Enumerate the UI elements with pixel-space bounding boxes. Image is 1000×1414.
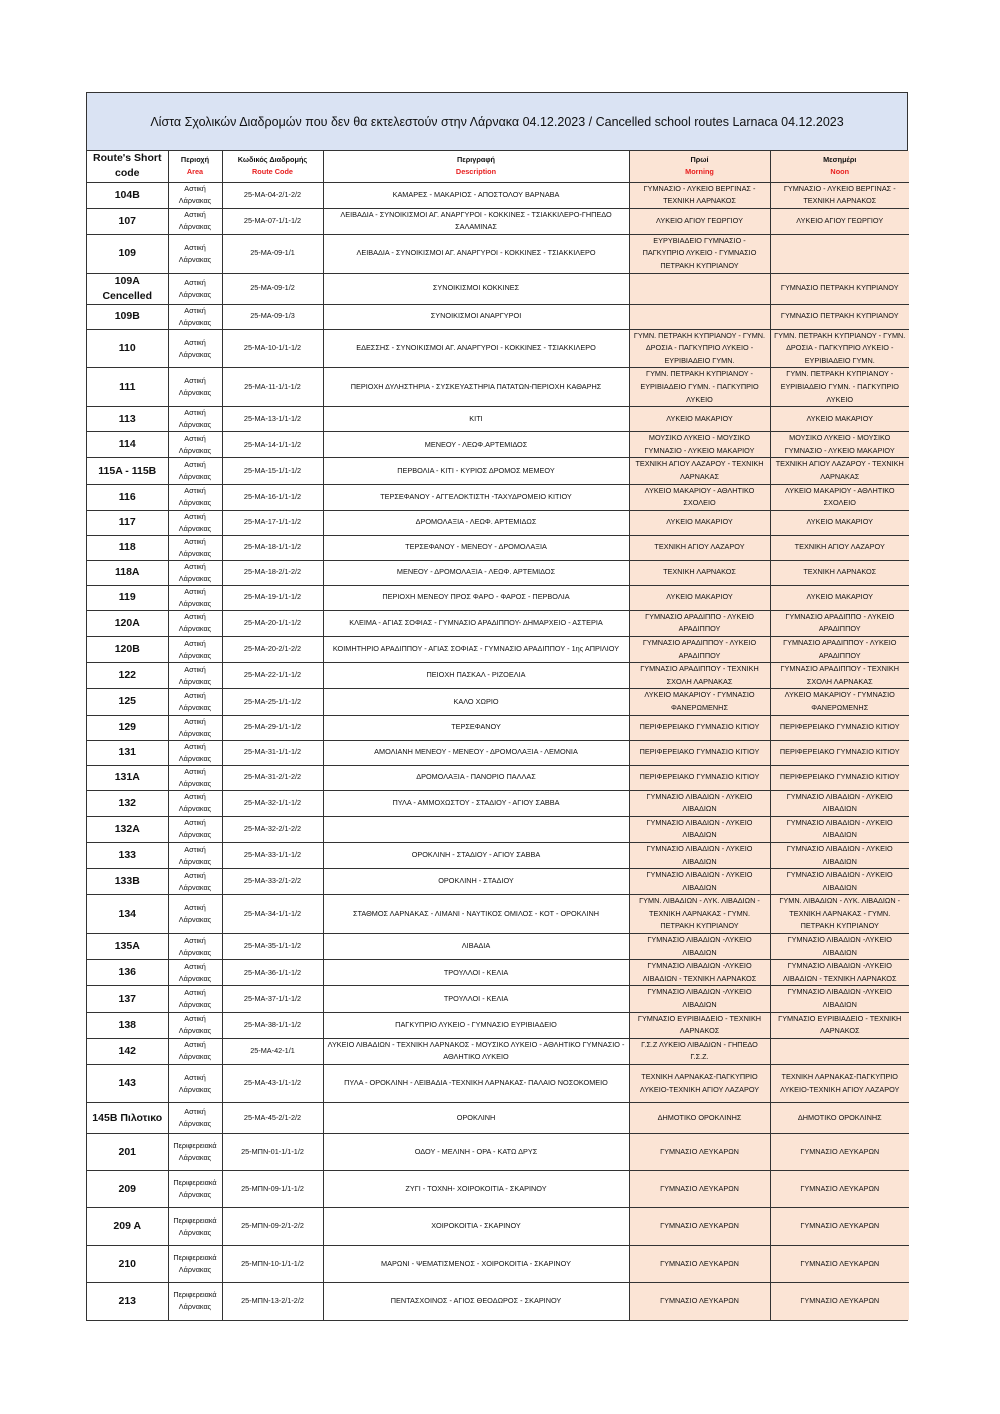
table-row (87, 636, 909, 662)
route-code: 25-MA-11-1/1-1/2 (222, 368, 323, 407)
route-code: 25-MA-32-1/1-1/2 (222, 790, 323, 816)
route-code: 25-ΜΠΝ-09-1/1-1/2 (222, 1171, 323, 1208)
route-short-code: 132 (87, 790, 168, 816)
route-code: 25-MA-09-1/2 (222, 273, 323, 304)
route-short-code: 134 (87, 895, 168, 934)
route-noon: ΓΥΜΝΑΣΙΟ ΑΡΑΔΙΠΠΟΥ - ΛΥΚΕΙΟ ΑΡΑΔΙΠΠΟΥ (770, 636, 909, 662)
table-row (87, 458, 909, 484)
route-description: ΤΕΡΣΕΦΑΝΟΥ - ΑΓΓΕΛΟΚΤΙΣΤΗ -ΤΑΧΥΔΡΟΜΕΙΟ ΚΙΤΙΟΥ (323, 484, 629, 510)
route-description: ΠΥΛΑ - ΟΡΟΚΛΙΝΗ - ΛΕΙΒΑΔΙΑ -ΤΕΧΝΙΚΗ ΛΑΡΝΑΚΑΣ- ΠΑΛΑΙΟ ΝΟΣΟΚΟΜΕΙΟ (323, 1065, 629, 1103)
route-morning: ΓΥΜΝΑΣΙΟ ΛΕΥΚΑΡΩΝ (629, 1134, 770, 1171)
table-row (87, 368, 909, 407)
table-row (87, 689, 909, 715)
route-noon: ΛΥΚΕΙΟ ΜΑΚΑΡΙΟΥ (770, 407, 909, 432)
route-code: 25-MA-10-1/1-1/2 (222, 329, 323, 368)
route-code: 25-MA-18-2/1-2/2 (222, 560, 323, 585)
route-code: 25-MA-31-1/1-1/2 (222, 740, 323, 765)
route-morning: ΓΥΜΝΑΣΙΟ ΛΕΥΚΑΡΩΝ (629, 1246, 770, 1283)
route-area: Περιφερειακά Λάρνακας (168, 1208, 222, 1246)
route-morning: ΛΥΚΕΙΟ ΜΑΚΑΡΙΟΥ (629, 585, 770, 610)
table-row (87, 1038, 909, 1064)
table-row (87, 407, 909, 432)
route-code: 25-MA-29-1/1-1/2 (222, 715, 323, 740)
route-area: Αστική Λάρνακας (168, 1038, 222, 1064)
route-morning: ΛΥΚΕΙΟ ΜΑΚΑΡΙΟΥ - ΑΘΛΗΤΙΚΟ ΣΧΟΛΕΙΟ (629, 484, 770, 510)
route-area: Αστική Λάρνακας (168, 740, 222, 765)
route-morning: ΓΥΜΝΑΣΙΟ ΛΙΒΑΔΙΩΝ -ΛΥΚΕΙΟ ΛΙΒΑΔΙΩΝ (629, 986, 770, 1012)
header-description-en: Description (455, 167, 497, 177)
route-description: ΑΜΟΛΙΑΝΗ ΜΕΝΕΟΥ - ΜΕΝΕΟΥ - ΔΡΟΜΟΛΑΞΙΑ - ΛΕΜΟΝΙΑ (323, 740, 629, 765)
route-morning: ΛΥΚΕΙΟ ΜΑΚΑΡΙΟΥ - ΓΥΜΝΑΣΙΟ ΦΑΝΕΡΩΜΕΝΗΣ (629, 689, 770, 715)
table-row (87, 234, 909, 273)
header-area (168, 151, 222, 182)
table-row (87, 208, 909, 234)
route-description: ΛΥΚΕΙΟ ΛΙΒΑΔΙΩΝ - ΤΕΧΝΙΚΗ ΛΑΡΝΑΚΟΣ - ΜΟΥΣΙΚΟ ΛΥΚΕΙΟ - ΑΘΛΗΤΙΚΟ ΓΥΜΝΑΣΙΟ - ΑΘΛΗΤΙΚΟ ΛΥΚΕΙΟ (323, 1038, 629, 1064)
route-morning: ΓΥΜΝΑΣΙΟ ΛΕΥΚΑΡΩΝ (629, 1208, 770, 1246)
route-area: Αστική Λάρνακας (168, 715, 222, 740)
table-row (87, 1134, 909, 1171)
route-description: ΠΕΙΟΧΗ ΠΑΣΚΑΛ - ΡΙΖΟΕΛΙΑ (323, 663, 629, 689)
route-description: ΔΡΟΜΟΛΑΞΙΑ - ΠΑΝΟΡΙΟ ΠΑΛΛΑΣ (323, 765, 629, 790)
route-code: 25-MA-43-1/1-1/2 (222, 1065, 323, 1103)
route-description: ΜΕΝΕΟΥ - ΔΡΟΜΟΛΑΞΙΑ - ΛΕΩΦ. ΑΡΤΕΜΙΔΟΣ (323, 560, 629, 585)
route-description: ΚΛΕΙΜΑ - ΑΓΙΑΣ ΣΟΦΙΑΣ - ΓΥΜΝΑΣΙΟ ΑΡΑΔΙΠΠΟΥ- ΔΗΜΑΡΧΕΙΟ - ΑΣΤΕΡΙΑ (323, 610, 629, 636)
route-code: 25-MA-33-1/1-1/2 (222, 842, 323, 868)
route-area: Αστική Λάρνακας (168, 1103, 222, 1134)
header-area-gr: Περιοχή (180, 154, 210, 164)
table-row (87, 1103, 909, 1134)
route-code: 25-MA-22-1/1-1/2 (222, 663, 323, 689)
route-noon: ΓΥΜΝ. ΠΕΤΡΑΚΗ ΚΥΠΡΙΑΝΟΥ - ΕΥΡΙΒΙΑΔΕΙΟ ΓΥΜΝ. - ΠΑΓΚΥΠΡΙΟ ΛΥΚΕΙΟ (770, 368, 909, 407)
header-noon-en: Noon (830, 167, 850, 177)
table-row (87, 895, 909, 934)
route-description: ΤΡΟΥΛΛΟΙ - ΚΕΛΙΑ (323, 960, 629, 986)
route-short-code: 143 (87, 1065, 168, 1103)
route-description: ΛΕΙΒΑΔΙΑ - ΣΥΝΟΙΚΙΣΜΟΙ ΑΓ. ΑΝΑΡΓΥΡΟΙ - ΚΟΚΚΙΝΕΣ - ΤΣΙΑΚΚΙΛΕΡΟ-ΓΗΠΕΔΟ ΣΑΛΑΜΙΝΑΣ (323, 208, 629, 234)
route-code: 25-MA-20-1/1-1/2 (222, 610, 323, 636)
route-short-code: 129 (87, 715, 168, 740)
route-area: Αστική Λάρνακας (168, 329, 222, 368)
route-short-code: 114 (87, 432, 168, 458)
route-noon: ΓΥΜΝΑΣΙΟ ΛΕΥΚΑΡΩΝ (770, 1171, 909, 1208)
route-noon: ΓΥΜΝΑΣΙΟ ΛΙΒΑΔΙΩΝ -ΛΥΚΕΙΟ ΛΙΒΑΔΙΩΝ - ΤΕΧΝΙΚΗ ΛΑΡΝΑΚΟΣ (770, 960, 909, 986)
route-morning: ΛΥΚΕΙΟ ΜΑΚΑΡΙΟΥ (629, 407, 770, 432)
route-area: Αστική Λάρνακας (168, 1012, 222, 1038)
route-noon: ΓΥΜΝΑΣΙΟ ΛΙΒΑΔΙΩΝ - ΛΥΚΕΙΟ ΛΙΒΑΔΙΩΝ (770, 790, 909, 816)
route-description: ΚΙΤΙ (323, 407, 629, 432)
route-area: Περιφερειακά Λάρνακας (168, 1134, 222, 1171)
route-noon: ΓΥΜΝΑΣΙΟ ΛΙΒΑΔΙΩΝ -ΛΥΚΕΙΟ ΛΙΒΑΔΙΩΝ (770, 934, 909, 960)
route-code: 25-MA-38-1/1-1/2 (222, 1012, 323, 1038)
route-code: 25-MA-16-1/1-1/2 (222, 484, 323, 510)
route-morning: ΤΕΧΝΙΚΗ ΛΑΡΝΑΚΟΣ (629, 560, 770, 585)
table-row (87, 273, 909, 304)
route-description: ΟΡΟΚΛΙΝΗ - ΣΤΑΔΙΟΥ - ΑΓΙΟΥ ΣΑΒΒΑ (323, 842, 629, 868)
route-noon: ΓΥΜΝΑΣΙΟ ΛΙΒΑΔΙΩΝ - ΛΥΚΕΙΟ ΛΙΒΑΔΙΩΝ (770, 842, 909, 868)
route-short-code: 119 (87, 585, 168, 610)
header-morning (629, 151, 770, 182)
route-description: ΠΕΡΙΟΧΗ ΜΕΝΕΟΥ ΠΡΟΣ ΦΑΡΟ - ΦΑΡΟΣ - ΠΕΡΒΟΛΙΑ (323, 585, 629, 610)
route-short-code: 137 (87, 986, 168, 1012)
route-noon: ΓΥΜΝΑΣΙΟ ΛΕΥΚΑΡΩΝ (770, 1246, 909, 1283)
route-code: 25-MA-36-1/1-1/2 (222, 960, 323, 986)
table-row (87, 610, 909, 636)
route-area: Αστική Λάρνακας (168, 689, 222, 715)
header-noon-gr: Μεσημέρι (823, 154, 857, 164)
route-morning: Γ.Σ.Ζ ΛΥΚΕΙΟ ΛΙΒΑΔΙΩΝ - ΓΗΠΕΔΟ Γ.Σ.Ζ. (629, 1038, 770, 1064)
route-area: Περιφερειακά Λάρνακας (168, 1171, 222, 1208)
route-short-code: 118A (87, 560, 168, 585)
route-morning: ΠΕΡΙΦΕΡΕΙΑΚΟ ΓΥΜΝΑΣΙΟ ΚΙΤΙΟΥ (629, 740, 770, 765)
header-short-code: Route's Short code (87, 151, 168, 182)
route-short-code: 111 (87, 368, 168, 407)
table-row (87, 986, 909, 1012)
route-morning: ΠΕΡΙΦΕΡΕΙΑΚΟ ΓΥΜΝΑΣΙΟ ΚΙΤΙΟΥ (629, 765, 770, 790)
route-description: ΠΕΡΒΟΛΙΑ - ΚΙΤΙ - ΚΥΡΙΟΣ ΔΡΟΜΟΣ ΜΕΜΕΟΥ (323, 458, 629, 484)
route-noon: ΓΥΜΝΑΣΙΟ ΛΙΒΑΔΙΩΝ - ΛΥΚΕΙΟ ΛΙΒΑΔΙΩΝ (770, 869, 909, 895)
route-description: ΣΥΝΟΙΚΙΣΜΟΙ ΚΟΚΚΙΝΕΣ (323, 273, 629, 304)
route-short-code: 131 (87, 740, 168, 765)
route-area: Αστική Λάρνακας (168, 458, 222, 484)
route-description: ΣΤΑΘΜΟΣ ΛΑΡΝΑΚΑΣ - ΛΙΜΑΝΙ - ΝΑΥΤΙΚΟΣ ΟΜΙΛΟΣ - ΚΟΤ - ΟΡΟΚΛΙΝΗ (323, 895, 629, 934)
route-code: 25-ΜΠΝ-01-1/1-1/2 (222, 1134, 323, 1171)
route-noon (770, 234, 909, 273)
route-noon: ΛΥΚΕΙΟ ΜΑΚΑΡΙΟΥ - ΑΘΛΗΤΙΚΟ ΣΧΟΛΕΙΟ (770, 484, 909, 510)
route-noon: ΓΥΜΝΑΣΙΟ ΛΕΥΚΑΡΩΝ (770, 1283, 909, 1320)
header-description (323, 151, 629, 182)
header-morning-en: Morning (685, 167, 714, 177)
route-area: Αστική Λάρνακας (168, 1065, 222, 1103)
route-area: Αστική Λάρνακας (168, 535, 222, 560)
route-noon: ΛΥΚΕΙΟ ΜΑΚΑΡΙΟΥ (770, 585, 909, 610)
route-short-code: 109A Cencelled (87, 273, 168, 304)
route-area: Αστική Λάρνακας (168, 816, 222, 842)
route-description (323, 816, 629, 842)
route-morning: ΓΥΜΝΑΣΙΟ ΑΡΑΔΙΠΠΟΥ - ΤΕΧΝΙΚΗ ΣΧΟΛΗ ΛΑΡΝΑΚΑΣ (629, 663, 770, 689)
route-code: 25-MA-33-2/1-2/2 (222, 869, 323, 895)
table-row (87, 790, 909, 816)
table-row (87, 329, 909, 368)
route-morning (629, 273, 770, 304)
route-area: Αστική Λάρνακας (168, 842, 222, 868)
route-description: ΟΡΟΚΛΙΝΗ (323, 1103, 629, 1134)
route-noon: ΜΟΥΣΙΚΟ ΛΥΚΕΙΟ - ΜΟΥΣΙΚΟ ΓΥΜΝΑΣΙΟ - ΛΥΚΕΙΟ ΜΑΚΑΡΙΟΥ (770, 432, 909, 458)
route-morning: ΛΥΚΕΙΟ ΑΓΙΟΥ ΓΕΩΡΓΙΟΥ (629, 208, 770, 234)
table-row (87, 510, 909, 535)
table-row (87, 960, 909, 986)
route-description: ΤΕΡΣΕΦΑΝΟΥ - ΜΕΝΕΟΥ - ΔΡΟΜΟΛΑΞΙΑ (323, 535, 629, 560)
route-short-code: 133B (87, 869, 168, 895)
route-area: Αστική Λάρνακας (168, 610, 222, 636)
table-row (87, 585, 909, 610)
route-short-code: 120B (87, 636, 168, 662)
route-short-code: 209 A (87, 1208, 168, 1246)
route-noon: ΓΥΜΝΑΣΙΟ ΠΕΤΡΑΚΗ ΚΥΠΡΙΑΝΟΥ (770, 304, 909, 329)
route-short-code: 118 (87, 535, 168, 560)
route-noon: ΓΥΜΝΑΣΙΟ ΛΙΒΑΔΙΩΝ -ΛΥΚΕΙΟ ΛΙΒΑΔΙΩΝ (770, 986, 909, 1012)
route-code: 25-MA-32-2/1-2/2 (222, 816, 323, 842)
table-row (87, 934, 909, 960)
route-description: ΠΕΡΙΟΧΗ ΔΥΛΗΣΤΗΡΙΑ - ΣΥΣΚΕΥΑΣΤΗΡΙΑ ΠΑΤΑΤΩΝ-ΠΕΡΙΟΧΗ ΚΑΘΑΡΗΣ (323, 368, 629, 407)
route-code: 25-MA-45-2/1-2/2 (222, 1103, 323, 1134)
route-morning: ΓΥΜΝΑΣΙΟ ΛΙΒΑΔΙΩΝ -ΛΥΚΕΙΟ ΛΙΒΑΔΙΩΝ - ΤΕΧΝΙΚΗ ΛΑΡΝΑΚΟΣ (629, 960, 770, 986)
route-description: ΚΑΜΑΡΕΣ - ΜΑΚΑΡΙΟΣ - ΑΠΟΣΤΟΛΟΥ ΒΑΡΝΑΒΑ (323, 182, 629, 208)
route-area: Αστική Λάρνακας (168, 182, 222, 208)
route-morning: ΓΥΜΝΑΣΙΟ ΛΕΥΚΑΡΩΝ (629, 1171, 770, 1208)
route-description: ΣΥΝΟΙΚΙΣΜΟΙ ΑΝΑΡΓΥΡΟΙ (323, 304, 629, 329)
route-area: Αστική Λάρνακας (168, 234, 222, 273)
route-code: 25-MA-19-1/1-1/2 (222, 585, 323, 610)
route-code: 25-MA-15-1/1-1/2 (222, 458, 323, 484)
route-morning: ΓΥΜΝΑΣΙΟ ΛΙΒΑΔΙΩΝ - ΛΥΚΕΙΟ ΛΙΒΑΔΙΩΝ (629, 842, 770, 868)
route-morning: ΔΗΜΟΤΙΚΟ ΟΡΟΚΛΙΝΗΣ (629, 1103, 770, 1134)
route-noon: ΠΕΡΙΦΕΡΕΙΑΚΟ ΓΥΜΝΑΣΙΟ ΚΙΤΙΟΥ (770, 715, 909, 740)
route-morning: ΓΥΜΝΑΣΙΟ ΛΕΥΚΑΡΩΝ (629, 1283, 770, 1320)
route-description: ΚΑΛΟ ΧΩΡΙΟ (323, 689, 629, 715)
header-route-code (222, 151, 323, 182)
route-short-code: 120A (87, 610, 168, 636)
route-code: 25-ΜΠΝ-09-2/1-2/2 (222, 1208, 323, 1246)
route-noon: ΤΕΧΝΙΚΗ ΛΑΡΝΑΚΑΣ-ΠΑΓΚΥΠΡΙΟ ΛΥΚΕΙΟ-ΤΕΧΝΙΚΗ ΑΓΙΟΥ ΛΑΖΑΡΟΥ (770, 1065, 909, 1103)
route-short-code: 213 (87, 1283, 168, 1320)
route-short-code: 109B (87, 304, 168, 329)
route-morning: ΠΕΡΙΦΕΡΕΙΑΚΟ ΓΥΜΝΑΣΙΟ ΚΙΤΙΟΥ (629, 715, 770, 740)
route-short-code: 136 (87, 960, 168, 986)
routes-table (87, 151, 909, 1320)
route-noon: ΓΥΜΝΑΣΙΟ ΑΡΑΔΙΠΠΟ - ΛΥΚΕΙΟ ΑΡΑΔΙΠΠΟΥ (770, 610, 909, 636)
route-description: ΕΔΕΣΣΗΣ - ΣΥΝΟΙΚΙΣΜΟΙ ΑΓ. ΑΝΑΡΓΥΡΟΙ - ΚΟΚΚΙΝΕΣ - ΤΣΙΑΚΚΙΛΕΡΟ (323, 329, 629, 368)
route-code: 25-MA-09-1/1 (222, 234, 323, 273)
route-noon: ΤΕΧΝΙΚΗ ΑΓΙΟΥ ΛΑΖΑΡΟΥ - ΤΕΧΝΙΚΗ ΛΑΡΝΑΚΑΣ (770, 458, 909, 484)
route-noon: ΤΕΧΝΙΚΗ ΑΓΙΟΥ ΛΑΖΑΡΟΥ (770, 535, 909, 560)
route-morning: ΓΥΜΝ. ΠΕΤΡΑΚΗ ΚΥΠΡΙΑΝΟΥ - ΕΥΡΙΒΙΑΔΕΙΟ ΓΥΜΝ. - ΠΑΓΚΥΠΡΙΟ ΛΥΚΕΙΟ (629, 368, 770, 407)
route-code: 25-MA-25-1/1-1/2 (222, 689, 323, 715)
route-morning: ΓΥΜΝ. ΠΕΤΡΑΚΗ ΚΥΠΡΙΑΝΟΥ - ΓΥΜΝ. ΔΡΟΣΙΑ - ΠΑΓΚΥΠΡΙΟ ΛΥΚΕΙΟ - ΕΥΡΙΒΙΑΔΕΙΟ ΓΥΜΝ. (629, 329, 770, 368)
route-short-code: 135A (87, 934, 168, 960)
route-code: 25-MA-07-1/1-1/2 (222, 208, 323, 234)
route-code: 25-MA-20-2/1-2/2 (222, 636, 323, 662)
route-short-code: 132A (87, 816, 168, 842)
route-code: 25-MA-42-1/1 (222, 1038, 323, 1064)
route-code: 25-ΜΠΝ-10-1/1-1/2 (222, 1246, 323, 1283)
header-row (87, 151, 909, 182)
route-area: Αστική Λάρνακας (168, 960, 222, 986)
route-area: Αστική Λάρνακας (168, 208, 222, 234)
route-code: 25-ΜΠΝ-13-2/1-2/2 (222, 1283, 323, 1320)
route-morning: ΤΕΧΝΙΚΗ ΑΓΙΟΥ ΛΑΖΑΡΟΥ (629, 535, 770, 560)
route-area: Αστική Λάρνακας (168, 636, 222, 662)
route-noon: ΓΥΜΝΑΣΙΟ ΕΥΡΙΒΙΑΔΕΙΟ - ΤΕΧΝΙΚΗ ΛΑΡΝΑΚΟΣ (770, 1012, 909, 1038)
route-code: 25-MA-04-2/1-2/2 (222, 182, 323, 208)
route-area: Αστική Λάρνακας (168, 368, 222, 407)
route-code: 25-MA-17-1/1-1/2 (222, 510, 323, 535)
route-description: ΧΟΙΡΟΚΟΙΤΙΑ - ΣΚΑΡΙΝΟΥ (323, 1208, 629, 1246)
route-noon: ΛΥΚΕΙΟ ΜΑΚΑΡΙΟΥ - ΓΥΜΝΑΣΙΟ ΦΑΝΕΡΩΜΕΝΗΣ (770, 689, 909, 715)
table-row (87, 1283, 909, 1320)
route-noon: ΓΥΜΝΑΣΙΟ ΛΕΥΚΑΡΩΝ (770, 1134, 909, 1171)
route-morning: ΤΕΧΝΙΚΗ ΑΓΙΟΥ ΛΑΖΑΡΟΥ - ΤΕΧΝΙΚΗ ΛΑΡΝΑΚΑΣ (629, 458, 770, 484)
route-morning: ΜΟΥΣΙΚΟ ΛΥΚΕΙΟ - ΜΟΥΣΙΚΟ ΓΥΜΝΑΣΙΟ - ΛΥΚΕΙΟ ΜΑΚΑΡΙΟΥ (629, 432, 770, 458)
route-area: Αστική Λάρνακας (168, 934, 222, 960)
route-code: 25-MA-09-1/3 (222, 304, 323, 329)
route-noon: ΓΥΜΝΑΣΙΟ ΛΕΥΚΑΡΩΝ (770, 1208, 909, 1246)
route-short-code: 133 (87, 842, 168, 868)
table-row (87, 535, 909, 560)
table-row (87, 765, 909, 790)
route-description: ΠΥΛΑ - ΑΜΜΟΧΩΣΤΟΥ - ΣΤΑΔΙΟΥ - ΑΓΙΟΥ ΣΑΒΒΑ (323, 790, 629, 816)
route-short-code: 142 (87, 1038, 168, 1064)
route-area: Αστική Λάρνακας (168, 510, 222, 535)
route-short-code: 209 (87, 1171, 168, 1208)
table-row (87, 1208, 909, 1246)
route-code: 25-MA-18-1/1-1/2 (222, 535, 323, 560)
route-short-code: 145B Πιλοτικο (87, 1103, 168, 1134)
table-row (87, 1065, 909, 1103)
route-description: ΠΑΓΚΥΠΡΙΟ ΛΥΚΕΙΟ - ΓΥΜΝΑΣΙΟ ΕΥΡΙΒΙΑΔΕΙΟ (323, 1012, 629, 1038)
route-short-code: 122 (87, 663, 168, 689)
header-morning-gr: Πρωί (690, 154, 709, 164)
route-area: Περιφερειακά Λάρνακας (168, 1283, 222, 1320)
table-row (87, 816, 909, 842)
route-area: Αστική Λάρνακας (168, 273, 222, 304)
route-code: 25-MA-37-1/1-1/2 (222, 986, 323, 1012)
table-row (87, 1246, 909, 1283)
route-description: ΔΡΟΜΟΛΑΞΙΑ - ΛΕΩΦ. ΑΡΤΕΜΙΔΩΣ (323, 510, 629, 535)
table-row (87, 715, 909, 740)
table-row (87, 432, 909, 458)
route-area: Αστική Λάρνακας (168, 986, 222, 1012)
route-noon (770, 1038, 909, 1064)
route-code: 25-MA-13-1/1-1/2 (222, 407, 323, 432)
route-description: ΜΑΡΩΝΙ - ΨΕΜΑΤΙΣΜΕΝΟΣ - ΧΟΙΡΟΚΟΙΤΙΑ - ΣΚΑΡΙΝΟΥ (323, 1246, 629, 1283)
route-description: ΖΥΓΙ - ΤΟΧΝΗ- ΧΟΙΡΟΚΟΙΤΙΑ - ΣΚΑΡΙΝΟΥ (323, 1171, 629, 1208)
route-short-code: 201 (87, 1134, 168, 1171)
route-noon: ΓΥΜΝ. ΠΕΤΡΑΚΗ ΚΥΠΡΙΑΝΟΥ - ΓΥΜΝ. ΔΡΟΣΙΑ - ΠΑΓΚΥΠΡΙΟ ΛΥΚΕΙΟ - ΕΥΡΙΒΙΑΔΕΙΟ ΓΥΜΝ. (770, 329, 909, 368)
route-short-code: 104B (87, 182, 168, 208)
route-area: Αστική Λάρνακας (168, 407, 222, 432)
route-description: ΟΔΟΥ - ΜΕΛΙΝΗ - ΟΡΑ - ΚΑΤΩ ΔΡΥΣ (323, 1134, 629, 1171)
route-code: 25-MA-31-2/1-2/2 (222, 765, 323, 790)
route-morning: ΓΥΜΝΑΣΙΟ ΑΡΑΔΙΠΠΟΥ - ΛΥΚΕΙΟ ΑΡΑΔΙΠΠΟΥ (629, 636, 770, 662)
route-short-code: 210 (87, 1246, 168, 1283)
header-route-code-en: Route Code (252, 167, 293, 177)
routes-sheet (86, 92, 908, 1321)
route-description: ΚΟΙΜΗΤΗΡΙΟ ΑΡΑΔΙΠΠΟΥ - ΑΓΙΑΣ ΣΟΦΙΑΣ - ΓΥΜΝΑΣΙΟ ΑΡΑΔΙΠΠΟΥ - 1ης ΑΠΡΙΛΙΟΥ (323, 636, 629, 662)
route-area: Αστική Λάρνακας (168, 663, 222, 689)
route-area: Αστική Λάρνακας (168, 869, 222, 895)
route-short-code: 107 (87, 208, 168, 234)
route-description: ΜΕΝΕΟΥ - ΛΕΩΦ.ΑΡΤΕΜΙΔΟΣ (323, 432, 629, 458)
route-morning: ΓΥΜΝΑΣΙΟ ΑΡΑΔΙΠΠΟ - ΛΥΚΕΙΟ ΑΡΑΔΙΠΠΟΥ (629, 610, 770, 636)
route-area: Αστική Λάρνακας (168, 895, 222, 934)
route-noon: ΠΕΡΙΦΕΡΕΙΑΚΟ ΓΥΜΝΑΣΙΟ ΚΙΤΙΟΥ (770, 765, 909, 790)
route-morning: ΤΕΧΝΙΚΗ ΛΑΡΝΑΚΑΣ-ΠΑΓΚΥΠΡΙΟ ΛΥΚΕΙΟ-ΤΕΧΝΙΚΗ ΑΓΙΟΥ ΛΑΖΑΡΟΥ (629, 1065, 770, 1103)
table-row (87, 740, 909, 765)
route-short-code: 109 (87, 234, 168, 273)
header-description-gr: Περιγραφή (456, 154, 495, 164)
route-description: ΛΕΙΒΑΔΙΑ - ΣΥΝΟΙΚΙΣΜΟΙ ΑΓ. ΑΝΑΡΓΥΡΟΙ - ΚΟΚΚΙΝΕΣ - ΤΣΙΑΚΚΙΛΕΡΟ (323, 234, 629, 273)
route-description: ΛΙΒΑΔΙΑ (323, 934, 629, 960)
route-code: 25-MA-34-1/1-1/2 (222, 895, 323, 934)
route-morning: ΓΥΜΝ. ΛΙΒΑΔΙΩΝ - ΛΥΚ. ΛΙΒΑΔΙΩΝ - ΤΕΧΝΙΚΗ ΛΑΡΝΑΚΑΣ - ΓΥΜΝ. ΠΕΤΡΑΚΗ ΚΥΠΡΙΑΝΟΥ (629, 895, 770, 934)
table-row (87, 869, 909, 895)
route-description: ΟΡΟΚΛΙΝΗ - ΣΤΑΔΙΟΥ (323, 869, 629, 895)
table-row (87, 560, 909, 585)
route-noon: ΛΥΚΕΙΟ ΜΑΚΑΡΙΟΥ (770, 510, 909, 535)
route-area: Περιφερειακά Λάρνακας (168, 1246, 222, 1283)
route-short-code: 131A (87, 765, 168, 790)
route-short-code: 116 (87, 484, 168, 510)
route-morning (629, 304, 770, 329)
route-area: Αστική Λάρνακας (168, 765, 222, 790)
route-short-code: 113 (87, 407, 168, 432)
route-short-code: 117 (87, 510, 168, 535)
route-morning: ΓΥΜΝΑΣΙΟ ΛΙΒΑΔΙΩΝ -ΛΥΚΕΙΟ ΛΙΒΑΔΙΩΝ (629, 934, 770, 960)
route-area: Αστική Λάρνακας (168, 585, 222, 610)
header-area-en: Area (186, 167, 204, 177)
route-description: ΤΡΟΥΛΛΟΙ - ΚΕΛΙΑ (323, 986, 629, 1012)
route-noon: ΓΥΜΝΑΣΙΟ ΛΙΒΑΔΙΩΝ - ΛΥΚΕΙΟ ΛΙΒΑΔΙΩΝ (770, 816, 909, 842)
route-morning: ΕΥΡΥΒΙΑΔΕΙΟ ΓΥΜΝΑΣΙΟ - ΠΑΓΚΥΠΡΙΟ ΛΥΚΕΙΟ - ΓΥΜΝΑΣΙΟ ΠΕΤΡΑΚΗ ΚΥΠΡΙΑΝΟΥ (629, 234, 770, 273)
route-morning: ΓΥΜΝΑΣΙΟ ΛΙΒΑΔΙΩΝ - ΛΥΚΕΙΟ ΛΙΒΑΔΙΩΝ (629, 790, 770, 816)
route-description: ΤΕΡΣΕΦΑΝΟΥ (323, 715, 629, 740)
header-route-code-gr: Κωδικός Διαδρομής (237, 154, 308, 164)
route-short-code: 115A - 115B (87, 458, 168, 484)
route-short-code: 138 (87, 1012, 168, 1038)
route-short-code: 110 (87, 329, 168, 368)
table-row (87, 1171, 909, 1208)
route-code: 25-MA-14-1/1-1/2 (222, 432, 323, 458)
table-row (87, 663, 909, 689)
header-noon (770, 151, 909, 182)
route-morning: ΓΥΜΝΑΣΙΟ - ΛΥΚΕΙΟ ΒΕΡΓΙΝΑΣ - ΤΕΧΝΙΚΗ ΛΑΡΝΑΚΟΣ (629, 182, 770, 208)
route-noon: ΓΥΜΝ. ΛΙΒΑΔΙΩΝ - ΛΥΚ. ΛΙΒΑΔΙΩΝ - ΤΕΧΝΙΚΗ ΛΑΡΝΑΚΑΣ - ΓΥΜΝ. ΠΕΤΡΑΚΗ ΚΥΠΡΙΑΝΟΥ (770, 895, 909, 934)
route-noon: ΛΥΚΕΙΟ ΑΓΙΟΥ ΓΕΩΡΓΙΟΥ (770, 208, 909, 234)
route-noon: ΠΕΡΙΦΕΡΕΙΑΚΟ ΓΥΜΝΑΣΙΟ ΚΙΤΙΟΥ (770, 740, 909, 765)
table-row (87, 842, 909, 868)
routes-table-body (87, 182, 909, 1320)
route-code: 25-MA-35-1/1-1/2 (222, 934, 323, 960)
table-row (87, 182, 909, 208)
table-row (87, 1012, 909, 1038)
page-title: Λίστα Σχολικών Διαδρομών που δεν θα εκτελεστούν στην Λάρνακα 04.12.2023 / Cancelled school routes Larnaca 04.12.2023 (87, 93, 907, 151)
route-area: Αστική Λάρνακας (168, 560, 222, 585)
route-area: Αστική Λάρνακας (168, 484, 222, 510)
table-row (87, 304, 909, 329)
route-area: Αστική Λάρνακας (168, 790, 222, 816)
route-noon: ΤΕΧΝΙΚΗ ΛΑΡΝΑΚΟΣ (770, 560, 909, 585)
route-noon: ΓΥΜΝΑΣΙΟ ΠΕΤΡΑΚΗ ΚΥΠΡΙΑΝΟΥ (770, 273, 909, 304)
route-noon: ΓΥΜΝΑΣΙΟ - ΛΥΚΕΙΟ ΒΕΡΓΙΝΑΣ - ΤΕΧΝΙΚΗ ΛΑΡΝΑΚΟΣ (770, 182, 909, 208)
route-morning: ΓΥΜΝΑΣΙΟ ΛΙΒΑΔΙΩΝ - ΛΥΚΕΙΟ ΛΙΒΑΔΙΩΝ (629, 869, 770, 895)
route-noon: ΔΗΜΟΤΙΚΟ ΟΡΟΚΛΙΝΗΣ (770, 1103, 909, 1134)
route-description: ΠΕΝΤΑΣΧΟΙΝΟΣ - ΑΓΙΟΣ ΘΕΟΔΩΡΟΣ - ΣΚΑΡΙΝΟΥ (323, 1283, 629, 1320)
route-short-code: 125 (87, 689, 168, 715)
route-area: Αστική Λάρνακας (168, 304, 222, 329)
route-noon: ΓΥΜΝΑΣΙΟ ΑΡΑΔΙΠΠΟΥ - ΤΕΧΝΙΚΗ ΣΧΟΛΗ ΛΑΡΝΑΚΑΣ (770, 663, 909, 689)
route-morning: ΛΥΚΕΙΟ ΜΑΚΑΡΙΟΥ (629, 510, 770, 535)
route-morning: ΓΥΜΝΑΣΙΟ ΕΥΡΙΒΙΑΔΕΙΟ - ΤΕΧΝΙΚΗ ΛΑΡΝΑΚΟΣ (629, 1012, 770, 1038)
route-area: Αστική Λάρνακας (168, 432, 222, 458)
table-row (87, 484, 909, 510)
route-morning: ΓΥΜΝΑΣΙΟ ΛΙΒΑΔΙΩΝ - ΛΥΚΕΙΟ ΛΙΒΑΔΙΩΝ (629, 816, 770, 842)
